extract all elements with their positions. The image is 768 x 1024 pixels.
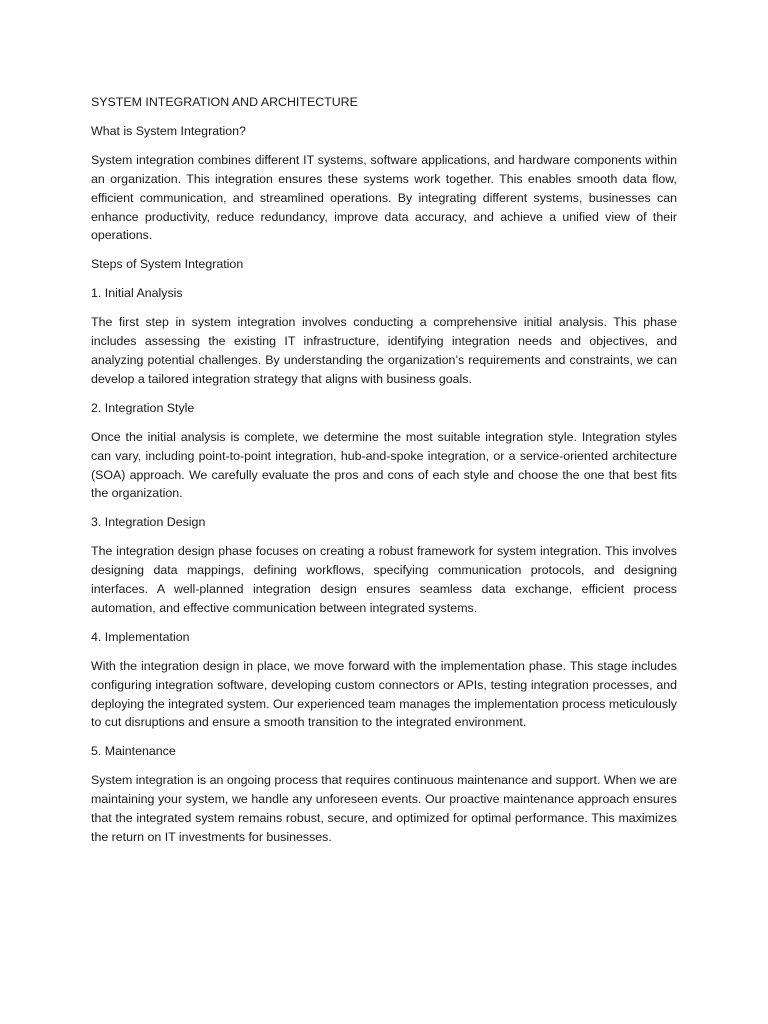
step-heading-maintenance: 5. Maintenance: [91, 744, 176, 759]
document-title: SYSTEM INTEGRATION AND ARCHITECTURE: [91, 95, 358, 109]
step-heading-initial-analysis: 1. Initial Analysis: [91, 286, 183, 301]
step-body-implementation: With the integration design in place, we move forward with the implementation phase. This stage includes configuring integration software, developing custom connectors or APIs, testing integration processes, and deploying the integrated system. Our experienced team manages the implementation process meticulously to cut disruptions and ensure a smooth transition to the integrated environment.: [91, 658, 677, 730]
steps-heading: Steps of System Integration: [91, 257, 244, 272]
step-heading-implementation: 4. Implementation: [91, 629, 190, 644]
step-body-integration-design: The integration design phase focuses on creating a robust framework for system integration. This involves designing data mappings, defining workflows, specifying communication protocols, and designing interfaces. A well-planned integration design ensures seamless data exchange, efficient process automation, and effective communication between integrated systems.: [91, 544, 677, 615]
intro-paragraph: System integration combines different IT systems, software applications, and hardware components within an organization. This integration ensures these systems work together. This enables smooth data flow, efficient communication, and streamlined operations. By integrating different systems, businesses can enhance productivity, reduce redundancy, improve data accuracy, and achieve a unified view of their operations.: [91, 152, 677, 243]
step-heading-integration-style: 2. Integration Style: [91, 400, 195, 415]
step-body-maintenance: System integration is an ongoing process that requires continuous maintenance and support. When we are maintaining your system, we handle any unforeseen events. Our proactive maintenance approach ensures that the integrated system remains robust, secure, and optimized for optimal performance. This maximizes the return on IT investments for businesses.: [91, 773, 677, 844]
step-heading-integration-design: 3. Integration Design: [91, 515, 206, 530]
step-body-integration-style: Once the initial analysis is complete, we determine the most suitable integration style. Integration styles can vary, including point-to-point integration, hub-and-spoke integration, or a service-oriented architecture (SOA) approach. We carefully evaluate the pros and cons of each style and choose the one that best fits the organization.: [91, 429, 677, 501]
document-body: [91, 93, 677, 857]
step-body-initial-analysis: The first step in system integration involves conducting a comprehensive initial analysis. This phase includes assessing the existing IT infrastructure, identifying integration needs and objectives, and analyzing potential challenges. By understanding the organization’s requirements and constraints, we can develop a tailored integration strategy that aligns with business goals.: [91, 315, 677, 386]
section-question: What is System Integration?: [91, 123, 246, 138]
